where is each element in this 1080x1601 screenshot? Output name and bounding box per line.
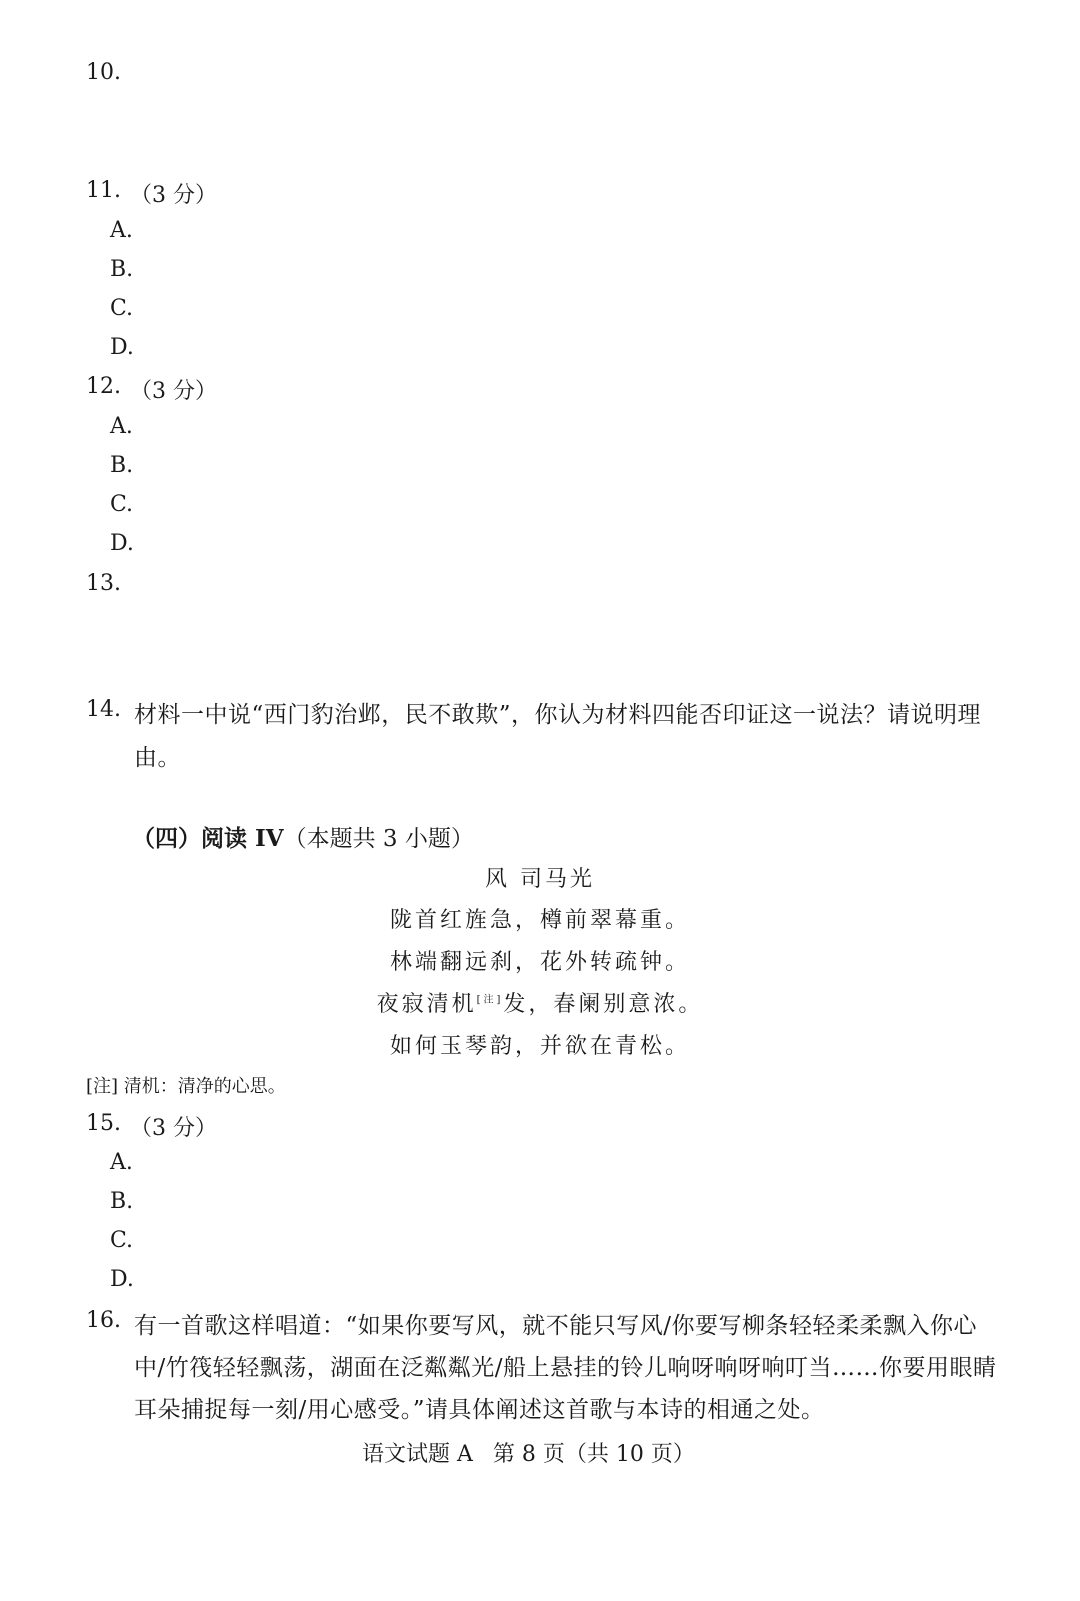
question-11-option-c: C.	[110, 296, 134, 321]
poem-note	[86, 1072, 286, 1098]
question-12-option-c: C.	[110, 492, 134, 517]
page-footer	[362, 1437, 695, 1468]
question-16-number: 16.	[86, 1308, 121, 1333]
question-10-number: 10.	[86, 60, 121, 85]
poem-line-1: 陇首红旌急，樽前翠幕重。	[389, 908, 690, 933]
question-12-option-b: B.	[110, 453, 134, 478]
question-15-number: 15.	[86, 1111, 121, 1136]
question-15-option-d: D.	[110, 1267, 134, 1292]
question-15-option-c: C.	[110, 1228, 134, 1253]
question-16-text-line-1: 有一首歌这样唱道：“如果你要写风，就不能只写风/你要写柳条轻轻柔柔飘入你心	[134, 1313, 978, 1339]
question-15-option-a: A.	[110, 1150, 133, 1175]
section-4-title-subtitle: （本题共 3 小题）	[283, 826, 474, 852]
footer-page-number: 第 8 页（共 10 页）	[492, 1442, 695, 1467]
question-15-option-b: B.	[110, 1189, 134, 1214]
question-12-number: 12.	[86, 374, 121, 399]
question-12-option-a: A.	[110, 414, 133, 439]
question-14-text-line-1: 材料一中说“西门豹治邺，民不敢欺”，你认为材料四能否印证这一说法？请说明理	[134, 702, 982, 728]
question-16-text-line-3: 耳朵捕捉每一刻/用心感受。”请具体阐述这首歌与本诗的相通之处。	[134, 1397, 825, 1423]
section-4-title-main: （四）阅读 IV	[132, 825, 284, 852]
question-12-option-d: D.	[110, 531, 134, 556]
question-11-option-d: D.	[110, 335, 134, 360]
question-13-number: 13.	[86, 571, 121, 596]
question-11-number: 11.	[86, 178, 121, 203]
poem-line-4: 如何玉琴韵，并欲在青松。	[389, 1034, 690, 1059]
poem-title: 风 司马光	[485, 867, 595, 892]
poem-line-3	[0, 987, 1080, 1018]
poem-line-2: 林端翻远刹，花外转疏钟。	[389, 950, 690, 975]
note-text: 清机：清净的心思。	[123, 1076, 286, 1097]
question-16-text-line-2: 中/竹筏轻轻飘荡，湖面在泛粼粼光/船上悬挂的铃儿响呀响呀响叮当……你要用眼睛	[134, 1355, 997, 1381]
poem-line-3-part-1: 夜寂清机	[376, 992, 477, 1017]
question-14-number: 14.	[86, 697, 121, 722]
note-label: [注]	[86, 1076, 119, 1097]
footer-subject: 语文试题 A	[362, 1442, 473, 1467]
section-4-title	[132, 820, 474, 853]
poem-note-mark: [注]	[476, 994, 504, 1006]
question-11-option-a: A.	[110, 218, 133, 243]
poem-line-3-part-2: 发，春阑别意浓。	[503, 992, 704, 1017]
question-14-text-line-2: 由。	[134, 745, 181, 771]
question-11-option-b: B.	[110, 257, 134, 282]
question-11-points: （3 分）	[130, 183, 217, 208]
question-15-points: （3 分）	[130, 1116, 217, 1141]
question-12-points: （3 分）	[130, 379, 217, 404]
